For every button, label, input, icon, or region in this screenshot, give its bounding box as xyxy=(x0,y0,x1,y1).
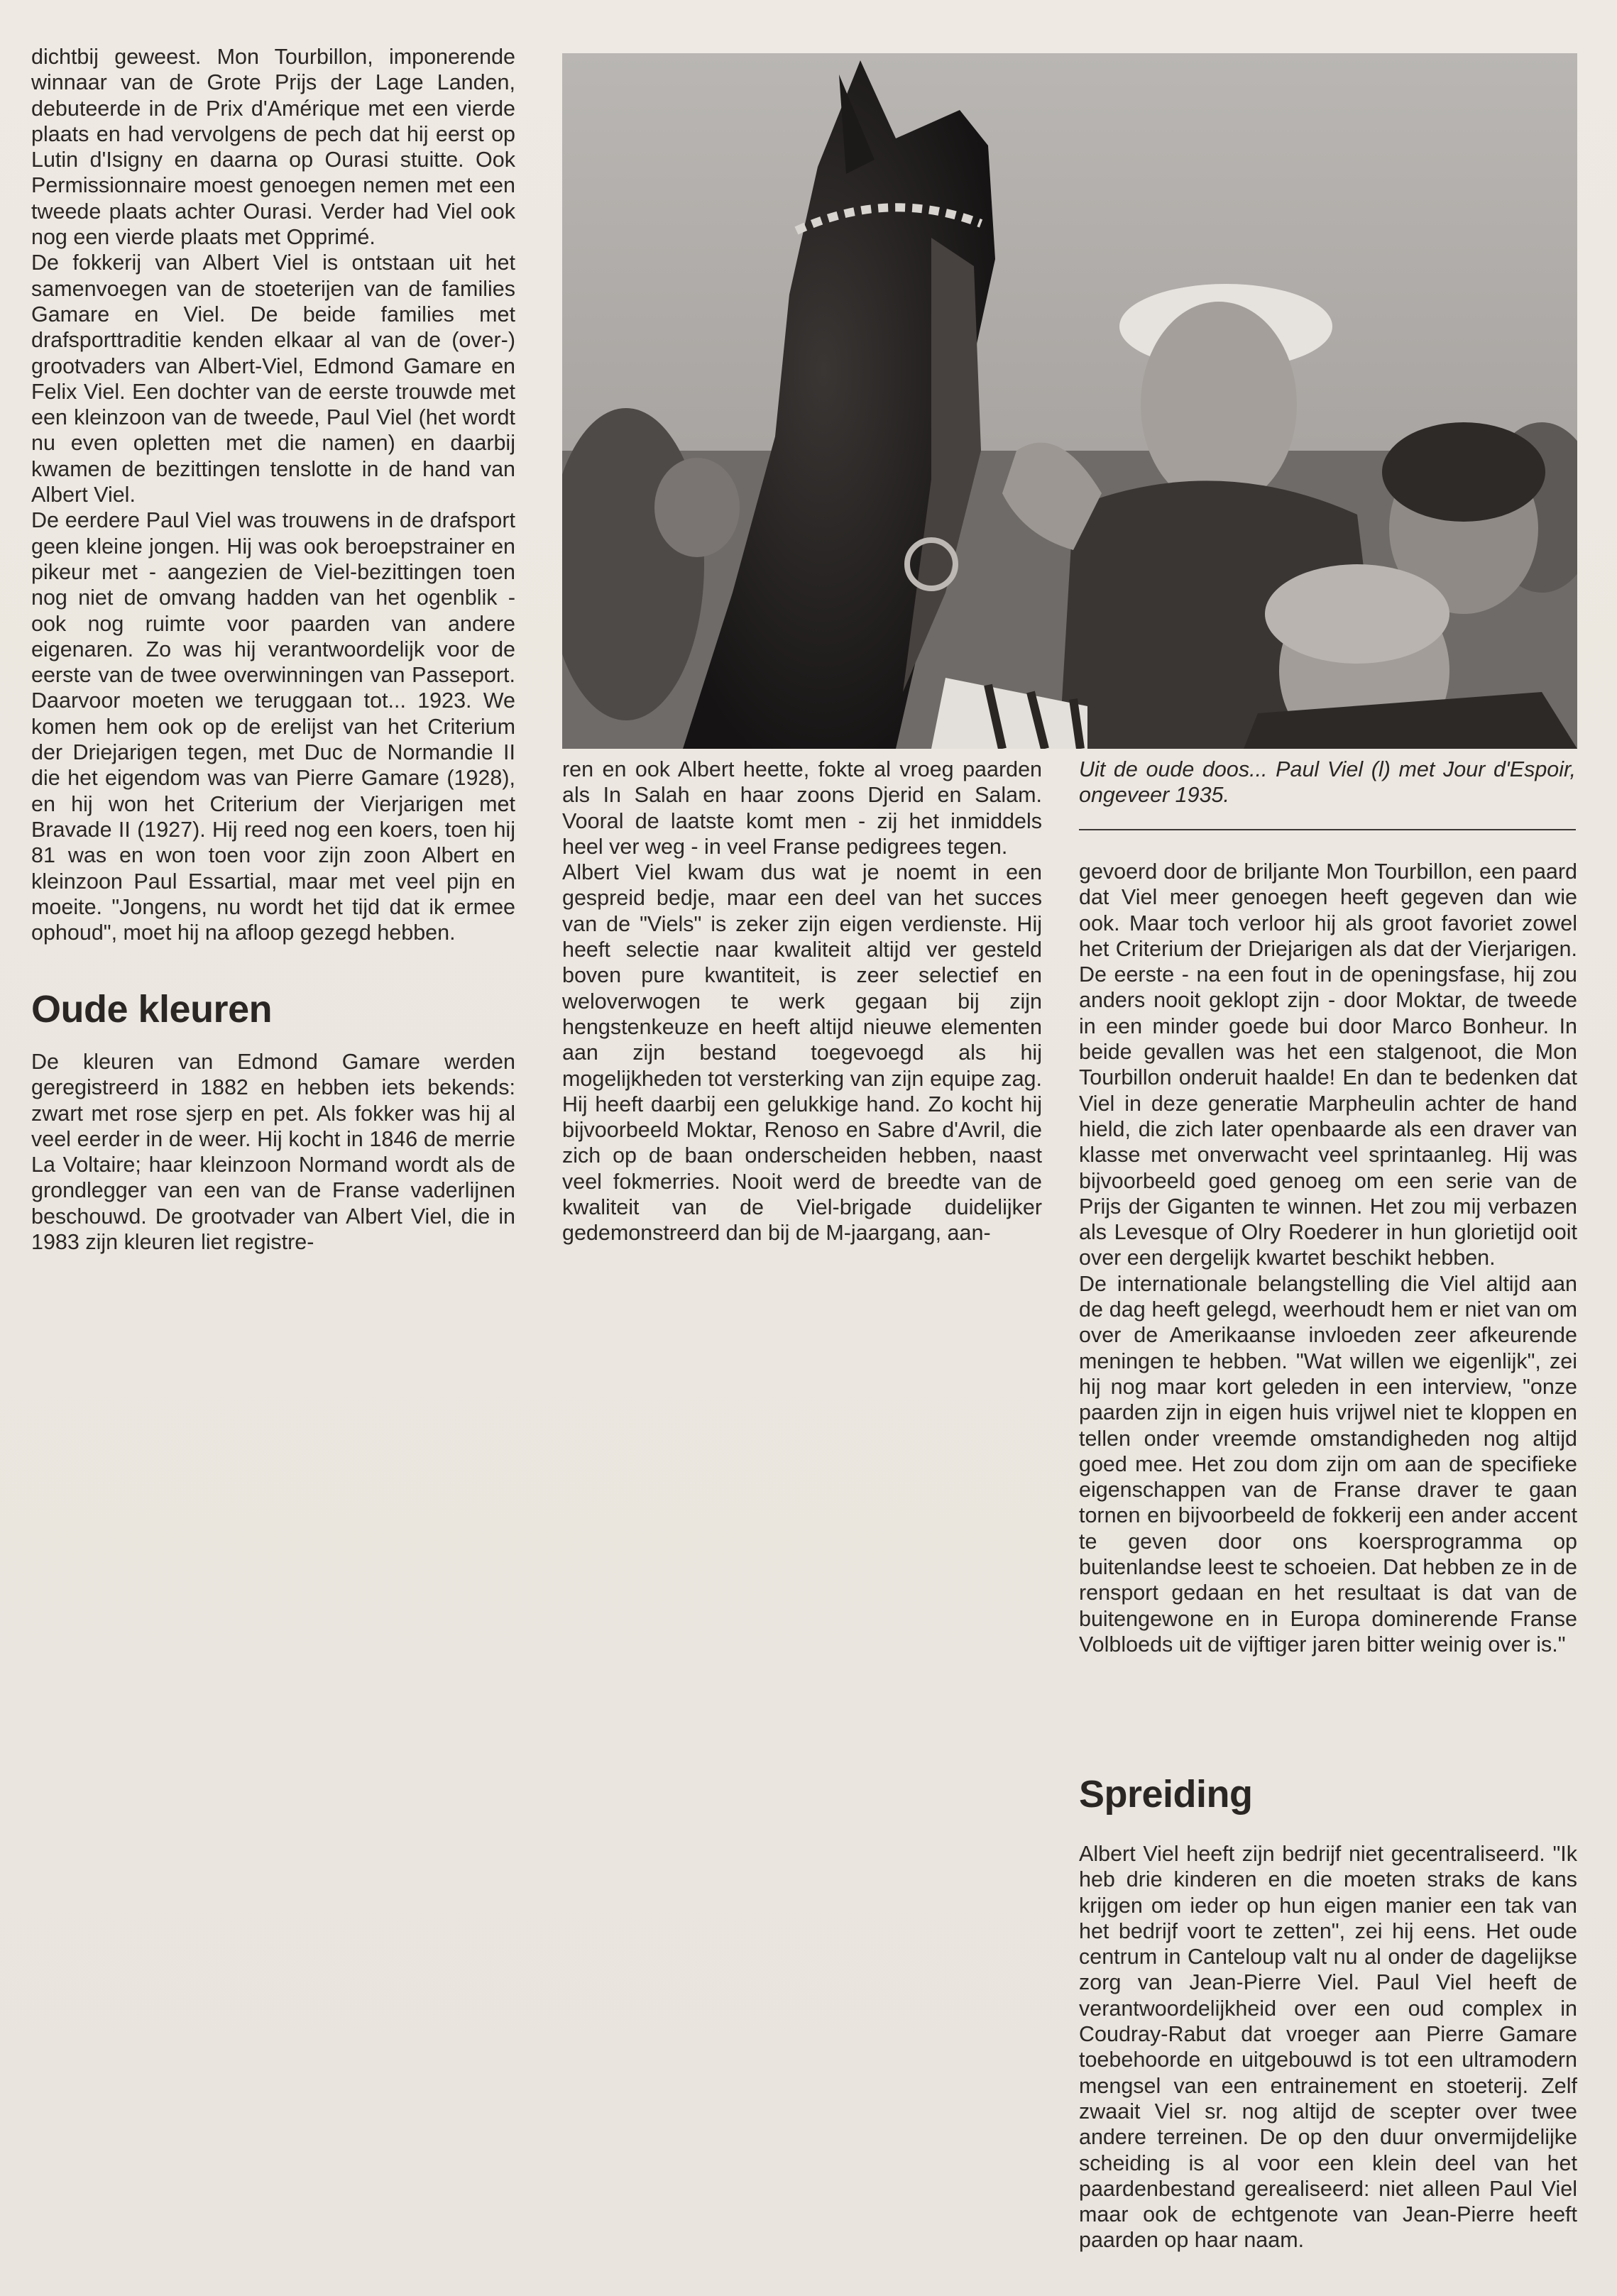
column-3-continued xyxy=(1079,1841,1577,2253)
col1-paragraph-2: De fokkerij van Albert Viel is ontstaan uit het samenvoegen van de stoeterijen van de families Gamare en Viel. De beide families met drafsporttraditie kenden elkaar al van de (over-) grootvaders van Albert-Viel, Edmond Gamare en Felix Viel. Een dochter van de eerste trouwde met een kleinzoon van de tweede, Paul Viel (het wordt nu even opletten met die namen) en daarbij kwamen de bezittingen tenslotte in de hand van Albert Viel. xyxy=(31,251,515,507)
heading-oude-kleuren: Oude kleuren xyxy=(31,988,273,1031)
column-1-continued xyxy=(31,1049,515,1255)
col2-paragraph-2: Albert Viel kwam dus wat je noemt in een gespreid bedje, maar een deel van het succes van de "Viels" is zeker zijn eigen verdienste. Hij heeft selectie naar kwaliteit altijd ver gesteld boven pure kwantiteit, is zeer selectief en weloverwogen te werk gegaan bij zijn hengstenkeuze en heeft altijd nieuwe elementen aan zijn bestand toegevoegd als hij mogelijkheden tot versterking van zijn equipe zag. Hij heeft daarbij een gelukkige hand. Zo kocht hij bijvoorbeeld Moktar, Renoso en Sabre d'Avril, die zich op de baan onderscheiden hebben, naast veel fokmerries. Nooit werd de breedte van de kwaliteit van de Viel-brigade duidelijker gedemonstreerd dan bij de M-jaargang, aan- xyxy=(562,860,1042,1246)
col1-paragraph-1: dichtbij geweest. Mon Tourbillon, imponerende winnaar van de Grote Prijs der Lage Landen, debuteerde in de Prix d'Amérique met een vierde plaats en had vervolgens de pech dat hij eerst op Lutin d'Isigny en daarna op Ourasi stuitte. Ook Permissionnaire moest genoegen nemen met een tweede plaats achter Ourasi. Verder had Viel ook nog een vierde plaats met Opprimé. xyxy=(31,45,515,250)
column-2 xyxy=(562,757,1042,1246)
col3-paragraph-3: Albert Viel heeft zijn bedrijf niet gecentraliseerd. "Ik heb drie kinderen en die moeten straks de kans krijgen om ieder op hun eigen manier een tak van het bedrijf voort te zetten", zei hij eens. Het oude centrum in Canteloup valt nu al onder de dagelijkse zorg van Jean-Pierre Viel. Paul Viel heeft de verantwoordelijkheid over een oud complex in Coudray-Rabut dat vroeger aan Pierre Gamare toebehoorde en uitgebouwd is tot een ultramodern mengsel van een entrainement en stoeterij. Zelf zwaait Viel sr. nog altijd de scepter over twee andere terreinen. De op den duur onvermijdelijke scheiding is al voor een klein deel van het paardenbestand gerealiseerd: niet alleen Paul Viel maar ook de echtgenote van Jean-Pierre heeft paarden op haar naam. xyxy=(1079,1842,1577,2253)
caption-rule xyxy=(1079,829,1576,830)
col3-paragraph-2: De internationale belangstelling die Viel altijd aan de dag heeft gelegd, weerhoudt hem er niet van om over de Amerikaanse invloeden zeer afkeurende meningen te hebben. "Wat willen we eigenlijk", zei hij nog maar kort geleden in een interview, "onze paarden zijn in eigen huis vrijwel niet te kloppen en tellen onder vreemde omstandigheden nog altijd goed mee. Het zou dom zijn om aan de specifieke eigenschappen van de Franse draver te gaan tornen en bijvoorbeeld de fokkerij een ander accent te geven door ons koersprogramma op buitenlandse leest te schoeien. Dat hebben ze in de rensport gedaan en het resultaat is dat van de buitengewone en in Europa dominerende Franse Volbloeds uit de vijftiger jaren bitter weinig over is." xyxy=(1079,1271,1577,1657)
col1-paragraph-3: De eerdere Paul Viel was trouwens in de drafsport geen kleine jongen. Hij was ook beroepstrainer en pikeur met - aangezien de Viel-bezittingen toen nog niet de omvang hadden van het ogenblik - ook nog ruimte voor paarden van andere eigenaren. Zo was hij verantwoordelijk voor de eerste van de twee overwinningen van Passeport. Daarvoor moeten we teruggaan tot... 1923. We komen hem ook op de erelijst van het Criterium der Driejarigen tegen, met Duc de Normandie II die het eigendom was van Pierre Gamare (1928), en hij won het Criterium der Vierjarigen met Bravade II (1927). Hij reed nog een koers, toen hij 81 was en won toen voor zijn zoon Albert en kleinzoon Paul Essartial, maar met veel pijn en moeite. "Jongens, nu wordt het tijd dat ik ermee ophoud", moet hij na afloop gezegd hebben. xyxy=(31,508,515,945)
heading-spreiding: Spreiding xyxy=(1079,1773,1253,1816)
column-1 xyxy=(31,44,515,945)
photo-caption: Uit de oude doos... Paul Viel (l) met Jour d'Espoir, ongeveer 1935. xyxy=(1079,757,1576,808)
col3-paragraph-1: gevoerd door de briljante Mon Tourbillon, een paard dat Viel meer genoegen heeft gegeven dan wie ook. Maar toch verloor hij als groot favoriet zowel het Criterium der Driejarigen als dat der Vierjarigen. De eerste - na een fout in de openingsfase, hij zou anders nooit geklopt zijn - door Moktar, de tweede in een minder goede bui door Marco Bonheur. In beide gevallen was het een stalgenoot, die Mon Tourbillon onderuit haalde! En dan te bedenken dat Viel in deze generatie Marpheulin achter de hand hield, die zich later openbaarde als een draver van klasse met onverwacht veel sprintaanleg. Hij was bijvoorbeeld goed genoeg om een serie van de Prijs der Giganten te winnen. Het zou mij verbazen als Levesque of Olry Roederer in hun glorietijd ooit over een dergelijk kwartet beschikt hebben. xyxy=(1079,859,1577,1270)
photo-illustration xyxy=(562,53,1577,749)
col2-paragraph-1: ren en ook Albert heette, fokte al vroeg paarden als In Salah en haar zoons Djerid en Salam. Vooral de laatste komt men - zij het inmiddels heel ver weg - in veel Franse pedigrees tegen. xyxy=(562,757,1042,859)
column-3 xyxy=(1079,859,1577,1657)
photo-paul-viel-with-horse xyxy=(562,53,1577,749)
col1-paragraph-4: De kleuren van Edmond Gamare werden geregistreerd in 1882 en hebben iets bekends: zwart met rose sjerp en pet. Als fokker was hij al veel eerder in de weer. Hij kocht in 1846 de merrie La Voltaire; haar kleinzoon Normand wordt als de grondlegger van een van de Franse vaderlijnen beschouwd. De grootvader van Albert Viel, die in 1983 zijn kleuren liet registre- xyxy=(31,1050,515,1255)
